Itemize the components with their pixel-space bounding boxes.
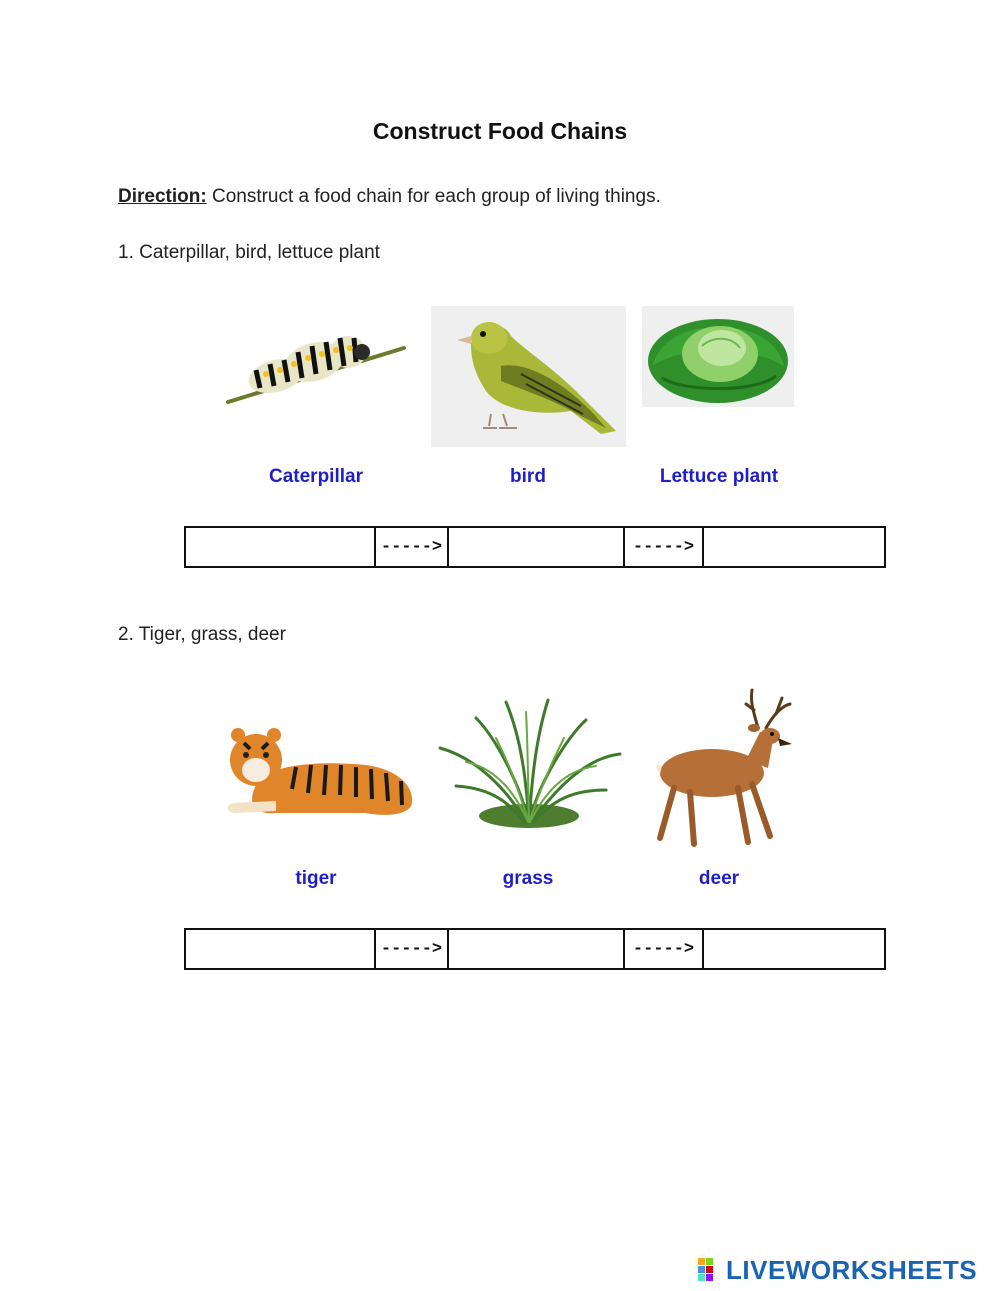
caterpillar-icon — [226, 318, 406, 410]
question-1-prompt: 1. Caterpillar, bird, lettuce plant — [118, 242, 380, 263]
food-chain-row-2 — [184, 928, 886, 970]
organism-label-bird: bird — [510, 466, 546, 487]
chain-arrow: -----> — [376, 528, 449, 566]
page-title: Construct Food Chains — [372, 118, 628, 144]
liveworksheets-logo — [697, 1255, 977, 1285]
tiger-icon — [216, 715, 416, 821]
organism-label-tiger: tiger — [295, 868, 337, 889]
question-2-prompt: 2. Tiger, grass, deer — [118, 624, 286, 645]
chain-arrow: -----> — [625, 528, 704, 566]
liveworksheets-wordmark: LIVEWORKSHEETS — [726, 1254, 978, 1285]
food-chain-row-1 — [184, 526, 886, 568]
organism-label-caterpillar: Caterpillar — [269, 466, 363, 487]
answer-box[interactable] — [449, 528, 625, 566]
answer-box[interactable] — [704, 528, 884, 566]
direction-body: Construct a food chain for each group of living things. — [206, 186, 661, 207]
lettuce-icon — [642, 306, 794, 407]
direction-text — [118, 186, 661, 208]
grass-icon — [436, 698, 622, 830]
bird-icon — [431, 306, 626, 447]
answer-box[interactable] — [449, 930, 625, 968]
answer-box[interactable] — [186, 930, 376, 968]
organism-label-grass: grass — [502, 868, 554, 889]
chain-arrow: -----> — [625, 930, 704, 968]
deer-icon — [642, 688, 794, 848]
organism-label-lettuce: Lettuce plant — [659, 466, 779, 487]
liveworksheets-mark-icon — [697, 1257, 723, 1283]
organism-label-deer: deer — [698, 868, 740, 889]
answer-box[interactable] — [704, 930, 884, 968]
answer-box[interactable] — [186, 528, 376, 566]
chain-arrow: -----> — [376, 930, 449, 968]
direction-label: Direction: — [118, 186, 207, 207]
